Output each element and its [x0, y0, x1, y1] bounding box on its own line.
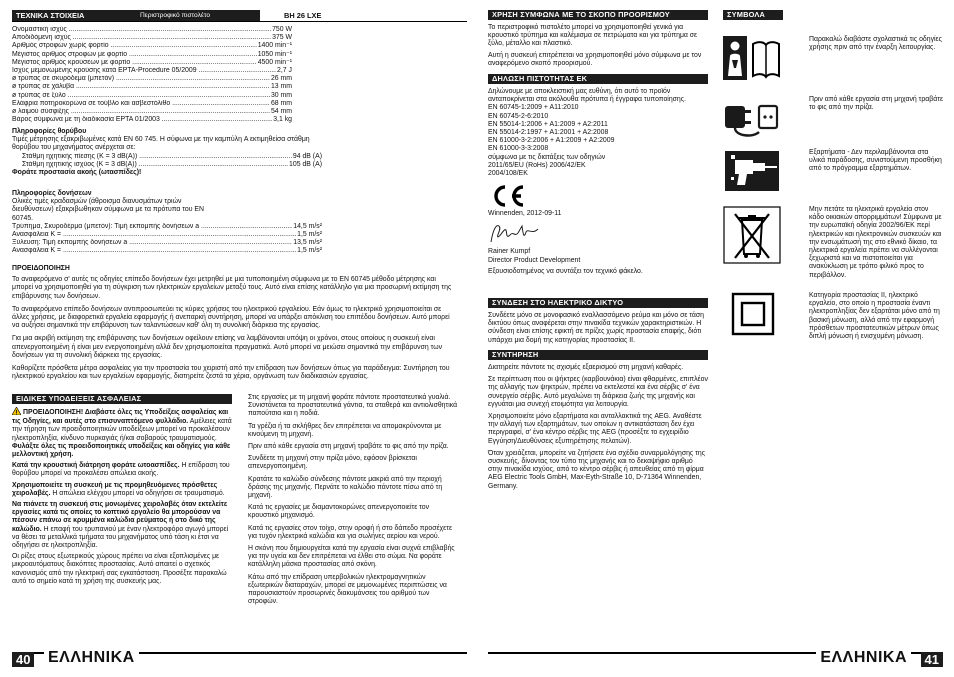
ce-directives: σύμφωνα με τις διατάξεις των οδηγιών 2011/65/EU (RoHs) 2006/42/EK 2004/108/EK: [488, 153, 606, 178]
noise-block: [12, 128, 322, 177]
technical-file-note: Εξουσιοδοτημένος να συντάξει τον τεχνικό φάκελο.: [488, 267, 643, 275]
caution-title: ΠΡΟΕΙΔΟΠΟΙΗΣΗ: [12, 265, 70, 272]
language-label: ΕΛΛΗΝΙΚΑ: [44, 649, 139, 667]
insulated-grip: [12, 501, 232, 550]
spec-row: [12, 67, 292, 75]
maintenance-p1: Διατηρείτε πάντοτε τις σχισμές εξαερισμού στη μηχανή καθαρές.: [488, 364, 684, 371]
caution-p1: Το αναφερόμενο σ' αυτές τις οδηγίες επίπεδο δονήσεων έχει μετρηθεί με μια τυποποιημένη σύμφωνα με το EN 60745 μέθοδο μέτρησης και μπορεί να χρησιμοποιηθεί για τη σύγκριση των ηλεκτρικών εργαλείων μεταξύ τους. Αυτό είναι επίσης κατάλληλο για μια προσωρινή εκτίμηση της επιβάρυνσης των δονήσεων.: [12, 276, 452, 300]
spec-label: Μέγιστος αριθμός κρούσεων με φορτίο .....: [12, 59, 257, 67]
class-ii-text: Κατηγορία προστασίας II, ηλεκτρικό εργαλείο, στο οποίο η προστασία έναντι ηλεκτροπληξίας δεν εξαρτάται μόνο από τη βασική μόνωση, αλλά από την εφαρμογή πρόσθετων προστατευτικών μέτρων όπως διπλή μόνωση ή ενισχυμένη μόνωση.: [809, 292, 940, 341]
noise-title: Πληροφορίες θορύβου: [12, 128, 87, 135]
safety-instruction: Τα γρέζια ή τα σκλήθρες δεν επιτρέπεται να απομακρύνονται με κινούμενη τη μηχανή.: [248, 422, 442, 438]
safety-instruction: Συνδέετε τη μηχανή στην πρίζα μόνο, εφόσον βρίσκεται απενεργοποιημένη.: [248, 455, 417, 471]
spec-row: [12, 92, 292, 100]
caution-p2: Το αναφερόμενο επίπεδο δονήσεων αντιπροσωπεύει τις κύριες χρήσεις του ηλεκτρικού εργαλείου. Εάν όμως το ηλεκτρικό χρησιμοποιείται σε άλλες χρήσεις, με διαφορετικά εργαλεία εφαρμογής ή ανεπαρκή συντήρηση, μπορεί να υπάρξει απόκλιση του επιπέδου δονήσεων. Αυτό μπορεί να αυξήσει σημαντικά την επιβάρυνση των ταλαντώσεων καθ' όλη τη συνολική διάρκεια της εργασίας.: [12, 305, 450, 330]
tech-data-heading: ΤΕΧΝΙΚΑ ΣΤΟΙΧΕΙΑ: [12, 10, 136, 21]
title-rule: [12, 21, 467, 22]
accessory-text: Εξαρτήματα - Δεν περιλαμβάνονται στα υλικά παράδοσης, συνιστούμενη προσθήκη από το πρόγραμμα εξαρτημάτων.: [809, 149, 942, 173]
tech-data-title-bar: [12, 10, 467, 22]
safety-instruction: Κατά τις εργασίες στον τοίχο, στην οροφή ή στο δάπεδο προσέχετε για τυχόν ηλεκτρικά καλώδια και για σωλήνες αερίου και νερού.: [248, 524, 453, 540]
maintenance-block: [488, 350, 708, 491]
spec-label: Ανασφάλεια K = .....: [12, 247, 296, 255]
ce-mark: [490, 184, 708, 208]
safety-instruction: Κατά τις εργασίες με διαμαντοκορώνες απενεργοποιείτε τον κρουστικό μηχανισμό.: [248, 504, 430, 520]
use-p1: Το περιστροφικό πιστολέτο μπορεί να χρησιμοποιηθεί γενικά για κρουστικό τρύπημα και καλέμισμα σε πετρώματα και για τρύπημα σε ξύλο, μέταλλο και πλαστικό.: [488, 24, 698, 48]
maintenance-p2: Σε περίπτωση που οι ψήκτρες (καρβουνάκια) είναι φθαρμένες, επιπλέον της αλλαγής των ψηκτρών, πρέπει να εκτελεστεί και ένα σέρβις σ' ένα συνεργείο σέρβις. Αυτό μεγαλώνει τη διάρκεια ζωής της μηχανής και εγγυάται μια συνεχή ετοιμότητα για λειτουργία.: [488, 376, 708, 408]
unplug-icon: [723, 96, 781, 140]
ear-bold: Κατά την κρουστική διάτρηση φοράτε ωτοασπίδες.: [12, 462, 180, 470]
use-block: [488, 10, 708, 68]
electric-heading: ΣΥΝΔΕΣΗ ΣΤΟ ΗΛΕΚΤΡΙΚΟ ΔΙΚΤΥΟ: [488, 298, 708, 308]
use-heading: ΧΡΗΣΗ ΣΥΜΦΩΝΑ ΜΕ ΤΟ ΣΚΟΠΟ ΠΡΟΟΡΙΣΜΟΥ: [488, 10, 708, 20]
weee-bin-icon: [723, 206, 781, 264]
spec-value: 2,7 J: [277, 67, 292, 75]
spec-label: ø τρύπας σε χάλυβα .....: [12, 83, 270, 91]
spec-label: Ελάφρια ποτηροκορώνα σε τούβλο και ασβεστόλιθο .....: [12, 100, 270, 108]
handle-text: Η απώλεια ελέγχου μπορεί να οδηγήσει σε τραυματισμό.: [52, 489, 225, 497]
vibration-text: Ολικές τιμές κραδασμών (άθροισμα διανυσμάτων τριών διευθύνσεων) εξακριβωθηκαν σύμφωνα με τα πρότυπα του EN 60745.: [12, 198, 205, 222]
spec-row: [22, 153, 322, 161]
handle-bold: Χρησιμοποιείτε τη συσκευή με τις προμηθευόμενες πρόσθετες χειρολαβές.: [12, 481, 218, 497]
language-label: ΕΛΛΗΝΙΚΑ: [816, 649, 911, 667]
spec-label: Ονομαστική ισχύς .....: [12, 26, 271, 34]
spec-row: [12, 42, 292, 50]
unplug-text: Πριν από κάθε εργασία στη μηχανή τραβάτε το φις από την πρίζα.: [809, 96, 944, 112]
model-name: BH 26 LXE: [284, 11, 322, 20]
spec-row: [12, 247, 322, 255]
grip-text: Η επαφή του τρυπανιού με έναν ηλεκτροφόρο αγωγό μπορεί να θέσει τα μεταλλικά τμήματα του μηχανήματος υπό τάση κι έτσι να οδηγήσει σε ηλεκτροπληξία.: [12, 525, 229, 550]
standard-item: EN 55014-1:2006 + A1:2009 + A2:2011: [488, 120, 608, 128]
spec-row: [22, 161, 322, 169]
warning-text: Αμέλειες κατά την τήρηση των προειδοποιητικών υποδείξεων μπορεί να προκαλέσουν ηλεκτροπληξία, κίνδυνο πυρκαγιάς ή/και σοβαρούς τραυματισμούς.: [12, 418, 232, 442]
page-number: 40: [12, 652, 34, 667]
ce-place-date: Winnenden, 2012-09-11: [488, 210, 562, 218]
spec-value: 1050 min⁻¹: [257, 50, 292, 58]
spec-label: Τρύπημα, Σκυροδέρμα (μπετόν): Τιμή εκπομπής δονήσεων a .....: [12, 223, 292, 231]
page-number: 41: [921, 652, 943, 667]
use-p2: Αυτή η συσκευή επιτρέπεται να χρησιμοποιηθεί μόνο σύμφωνα με τον αναφερόμενο σκοπό προορισμού.: [488, 51, 702, 67]
grip-bold: Να πιάνετε τη συσκευή στις μονωμένες χειρολαβές όταν εκτελείτε εργασίες κατά τις οποίες το κοπτικό εργαλείο θα μπορούσαν να πέσουν επάνω σε κρυμμένα καλώδια ρεύματος ή στο δικό της καλώδιο.: [12, 501, 228, 533]
spec-value: 1,5 m/s²: [297, 247, 322, 255]
spec-value: 14,5 m/s²: [293, 222, 322, 230]
spec-value: 3,1 kg: [273, 116, 292, 124]
spec-value: 13 mm: [270, 83, 292, 91]
accessory-icon: [723, 149, 781, 193]
spec-value: 94 dB (A): [292, 152, 322, 160]
caution-p4: Καθορίζετε πρόσθετα μέτρα ασφαλείας για την προστασία του χειριστή από την επίδραση των δονήσεων όπως για παράδειγμα: Συντήρηση του ηλεκτρικού εργαλείου και των εργαλείων εφαρμογής, διατηρείτε ζεστά τα χέρια, οργάνωση των διαδικασιών εργασίας.: [12, 365, 450, 381]
spec-label: Αριθμός στροφών χωρίς φορτίο .....: [12, 42, 257, 50]
maintenance-heading: ΣΥΝΤΗΡΗΣΗ: [488, 350, 708, 360]
vibration-rows: [12, 223, 322, 256]
noise-rows: [12, 153, 322, 169]
svg-text:!: !: [15, 410, 18, 415]
ce-text: Δηλώνουμε με αποκλειστική μας ευθύνη, ότι αυτό το προϊόν ανταποκρίνεται στα ακόλουθα πρότυπα ή έγγραφα τυποποίησης.: [488, 88, 686, 104]
spec-value: 1,5 m/s²: [297, 231, 322, 239]
spec-row: [12, 34, 292, 42]
spec-label: Αποδιδόμενη ισχύς .....: [12, 34, 271, 42]
left-page: [12, 10, 467, 667]
noise-text: Τιμές μέτρησης εξακριβωμένες κατά EN 60 745. Η σύφωνα με την καμπύλη A εκτιμηθείσα στάθμη θορύβου του μηχανήματος ανέρχεται σε:: [12, 136, 310, 152]
spec-row: [12, 239, 322, 247]
spec-label: Βάρος σύμφωνα με τη διαδικασία EPTA 01/2003 .....: [12, 116, 272, 124]
read-manual-icon: [723, 36, 781, 80]
spec-value: 105 dB (A): [289, 160, 322, 168]
spec-label: Ξύλευση: Τιμή εκπομπής δονήσεων a .....: [12, 239, 292, 247]
ear-protection: [12, 462, 232, 478]
spec-value: 4500 min⁻¹: [257, 58, 292, 66]
signatory-name: Rainer Kumpf: [488, 248, 531, 256]
right-footer: [488, 649, 943, 667]
safety-instruction: Κάτω από την επίδραση υπερβολικών ηλεκτρομαγνητικών εξωτερικών διαταραχών, μπορεί σε μεμονωμένες περιπτώσεις να παρουσιαστούν προσωρινές διακυμάνσεις του αριθμού των στροφών.: [248, 573, 447, 606]
safety-instruction: Η σκόνη που δημιουργείται κατά την εργασία είναι συχνά επιβλαβής για την υγεία και δεν επιτρέπεται να έλθει στο σώμα. Να φοράτε κατάλληλη μάσκα προστασίας από σκόνη.: [248, 545, 455, 569]
symbols-heading-wrap: [723, 10, 943, 20]
safety-instruction: Κρατάτε το καλώδιο σύνδεσης πάντοτε μακριά από την περιοχή δράσης της μηχανής. Περνάτε το καλώδιο πάντοτε πίσω από τη μηχανή.: [248, 475, 443, 500]
spec-label: Στάθμη ηχητικής ισχύος (K = 3 dB(A)) .....: [22, 161, 288, 169]
class-ii-double-square-icon: [723, 292, 781, 336]
safety-heading: ΕΙΔΙΚΕΣ ΥΠΟΔΕΙΞΕΙΣ ΑΣΦΑΛΕΙΑΣ: [12, 394, 232, 404]
standard-item: EN 55014-2:1997 + A1:2001 + A2:2008: [488, 129, 609, 137]
spec-label: ø λαιμού σύσφιξης .....: [12, 108, 270, 116]
spec-row: [12, 51, 292, 59]
maintenance-p3: Χρησιμοποιείτε μόνο εξαρτήματα και ανταλλακτικά της AEG. Αναθέστε την αλλαγή των εξαρτημάτων, των οποίων η αντικατάσταση δεν έχει περιγραφεί, σ' ένα κέντρο σέρβις της AEG (προσέξτε το εγχειρίδιο Εγγύηση/Διευθύνσεις εξυπηρέτησης πελατών).: [488, 413, 702, 445]
spec-row: [12, 116, 292, 124]
spec-row: [12, 75, 292, 83]
vibration-block: [12, 190, 322, 256]
safety-instruction: Στις εργασίες με τη μηχανή φοράτε πάντοτε προστατευτικά γυαλιά. Συνιστάνεται τα προστατευτικά γάντια, τα σταθερά και αντιολισθητικά παπούτσια και η ποδιά.: [248, 394, 458, 418]
spec-row: [12, 100, 292, 108]
ce-block: [488, 74, 708, 276]
ce-heading: ΔΗΛΩΣΗ ΠΙΣΤΟΤΗΤΑΣ ΕΚ: [488, 74, 708, 84]
electric-block: [488, 298, 708, 345]
warning-bold: ΠΡΟΕΙΔΟΠΟΙΗΣΗ! Διαβάστε όλες τις Υποδείξεις ασφαλείας και τις Οδηγίες, και αυτές στο επισυναπτόμενο φυλλάδιο.: [12, 409, 229, 426]
warning-paragraph: [12, 407, 232, 443]
standard-item: EN 60745-1:2009 + A11:2010: [488, 104, 579, 112]
safety-instruction: Πριν από κάθε εργασία στη μηχανή τραβάτε το φις από την πρίζα.: [248, 443, 449, 451]
spec-row: [12, 26, 292, 34]
left-footer: [12, 649, 467, 667]
spec-value: 30 mm: [270, 91, 292, 99]
caution-block: [12, 265, 457, 381]
ear-text: Η επίδραση του θορύβου μπορεί να προκαλέσει απώλεια ακοής.: [12, 462, 230, 478]
noise-warning: Φοράτε προστασία ακοής (ωτασπίδες)!: [12, 169, 142, 177]
spec-value: 750 W: [272, 26, 292, 33]
spec-value: 54 mm: [270, 108, 292, 116]
signature: [488, 220, 708, 246]
spec-row: [12, 59, 292, 67]
standard-item: EN 61000-3-3:2008: [488, 145, 549, 153]
product-type: Περιστροφικό πιστολέτο: [136, 10, 260, 21]
read-manual-text: Παρακαλώ διαβάστε σχολαστικά τις οδηγίες χρήσης πριν από την έναρξη λειτουργίας.: [809, 36, 942, 52]
spec-label: Στάθμη ηχητικής πίεσης (K = 3 dB(A)) .....: [22, 153, 292, 161]
electric-text: Συνδέετε μόνο σε μονοφασικό εναλλασσόμενο ρεύμα και μόνο σε τάση δικτύου όπως αναφέρεται στην πινακίδα τεχνικών χαρακτηριστικών. Η σύνδεση είναι επίσης εφικτή σε πρίζες χωρίς προστασία επαφής, διότι υπάρχει μια δομή της κατηγορίας προστασίας II.: [488, 312, 705, 344]
spec-row: [12, 231, 322, 239]
spec-table: [12, 26, 292, 124]
spec-row: [12, 108, 292, 116]
spec-label: Ανασφάλεια K = .....: [12, 231, 296, 239]
spec-label: Μέγιστος αριθμός στροφών με φορτίο .....: [12, 51, 257, 59]
symbols-heading: ΣΥΜΒΟΛΑ: [723, 10, 783, 20]
signatory-role: Director Product Development: [488, 256, 581, 264]
right-page: [488, 10, 943, 667]
keep-instructions: Φυλάξτε όλες τις προειδοποιητικές υποδείξεις και οδηγίες για κάθε μελλοντική χρήση.: [12, 442, 231, 459]
spec-label: Ισχύς μεμονωμένης κρούσης κατά EPTA-Procedure 05/2009 .....: [12, 67, 276, 75]
standard-item: EN 61000-3-2:2006 + A1:2009 + A2:2009: [488, 137, 615, 145]
vibration-title: Πληροφορίες δονήσεων: [12, 190, 92, 197]
spec-value: 68 mm: [270, 99, 292, 107]
safety-col1: [12, 394, 232, 586]
spec-value: 13,5 m/s²: [293, 239, 322, 247]
safety-col2: [248, 394, 460, 610]
weee-text: Μην πετάτε τα ηλεκτρικά εργαλεία στον κάδο οικιακών απορριμμάτων! Σύμφωνα με την ευρωπαϊκή οδηγία 2002/96/ΕΚ περί ηλεκτρικών και ηλεκτρονικών συσκευών και την ενσωμάτωσή της στο εθνικό δίκαιο, τα ηλεκτρικά εργαλεία πρέπει να συλλέγονται ξεχωριστά και να πιστοποιείται για ανακύκλωση με τρόπο φιλικό προς το περιβάλλον.: [809, 206, 942, 279]
spec-value: 1400 min⁻¹: [257, 42, 292, 50]
spec-label: ø τρύπας σε σκυρόδεμα (μπετόν) .....: [12, 75, 270, 83]
spec-row: [12, 83, 292, 91]
standard-item: EN 60745-2-6:2010: [488, 112, 549, 120]
maintenance-p4: Όταν χρειάζεται, μπορείτε να ζητήσετε ένα σχέδιο συναρμολόγησης της συσκευής, δίνοντας τον τύπο της μηχανής και το δεκαψήφιο αριθμό στην πινακίδα ισχύος, από το κέντρο σέρβις ή απευθείας από τη φίρμα AEG Electric Tools GmbH, Max-Eyth-Straße 10, D-71364 Winnenden, Germany.: [488, 449, 706, 490]
standards-list: [488, 104, 708, 153]
spec-row: [12, 223, 322, 231]
outdoor-sockets: Οι ρίζες στους εξωτερικούς χώρους πρέπει να είναι εξοπλισμένες με μικροαυτόματους διακόπτες προστασίας. Αυτό απαιτεί ο σχετικός κανονισμός από την ηλεκτρική σας εγκατάσταση. Προσέξτε παρακαλώ αυτό το σημείο κατά τη χρήση της συσκευής μας.: [12, 553, 227, 585]
warning-triangle-icon: [12, 407, 21, 418]
spec-value: 26 mm: [270, 75, 292, 83]
caution-p3: Για μια ακριβή εκτίμηση της επιβάρυνσης των δονήσεων οφείλουν επίσης να λαμβάνονται υπόψη οι χρόνοι, στους οποίους η συσκευή είναι απενεργοποιημένη ή είναι μεν ενεργοποιημένη αλλά δεν χρησιμοποιείται πραγματικά. Αυτό μπορεί να μειώσει σημαντικά την επιβάρυνση των δονήσεων για τη συνολική διάρκεια της εργασίας.: [12, 335, 443, 359]
aux-handle: [12, 482, 232, 498]
spec-label: ø τρύπας σε ξύλο .....: [12, 92, 270, 100]
spec-value: 375 W: [272, 34, 292, 42]
